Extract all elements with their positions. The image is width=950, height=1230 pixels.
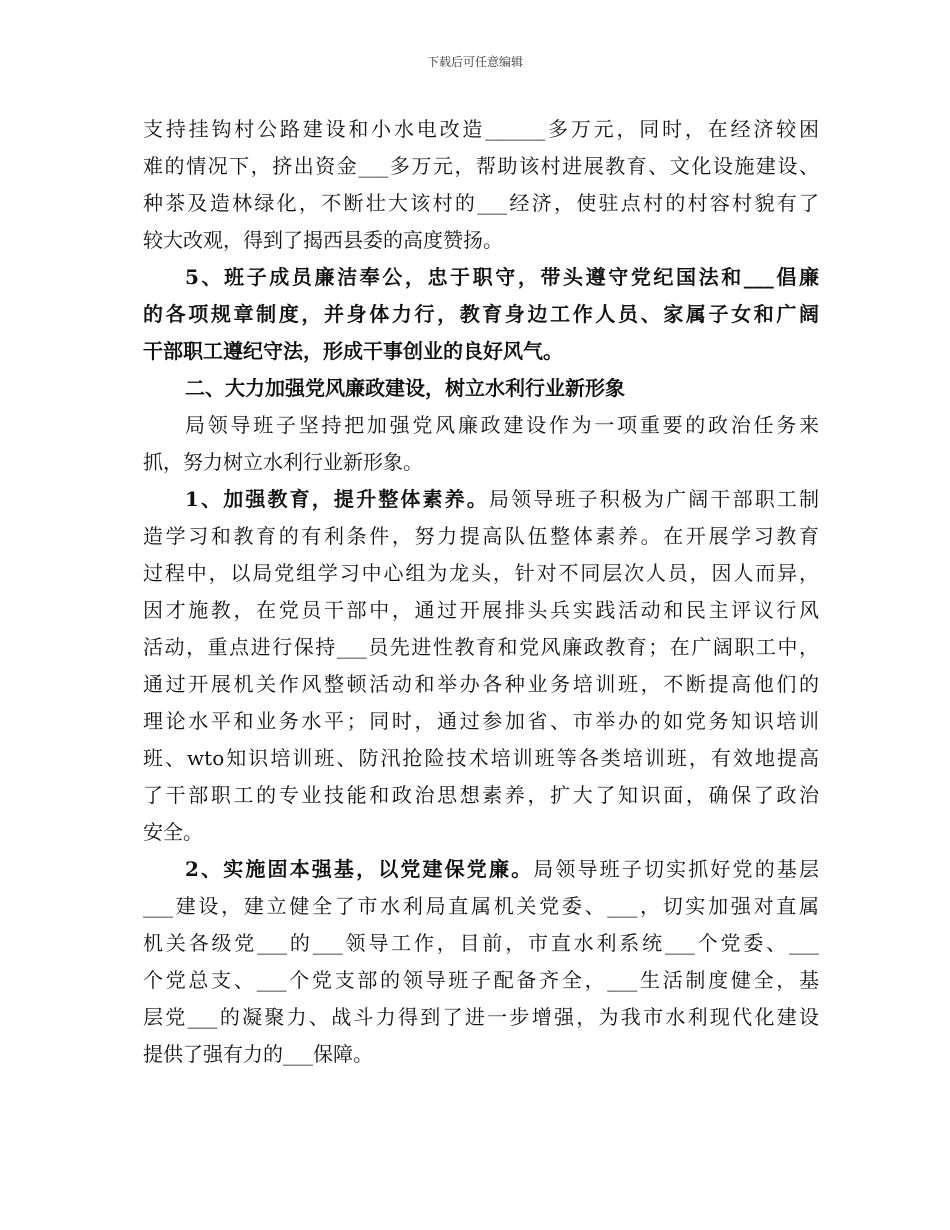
document-body — [143, 111, 819, 1073]
text-line: 活动，重点进行保持___员先进性教育和党风廉政教育；在广阔职工中， — [143, 635, 819, 659]
text-line: 较大改观，得到了揭西县委的高度赞扬。 — [143, 228, 503, 252]
bold-paragraph-line: 干部职工遵纪守法，形成干事创业的良好风气。 — [143, 339, 563, 363]
text-line: 造学习和教育的有利条件，努力提高队伍整体素养。在开展学习教育 — [143, 524, 819, 548]
text-line: 难的情况下，挤出资金___多万元，帮助该村进展教育、文化设施建设、 — [143, 154, 819, 178]
text-line: 通过开展机关作风整顿活动和举办各种业务培训班，不断提高他们的 — [143, 672, 819, 696]
text-line: 机关各级党___的___领导工作，目前，市直水利系统___个党委、___ — [143, 931, 819, 955]
text-line: 支持挂钩村公路建设和小水电改造______多万元，同时，在经济较困 — [143, 117, 819, 141]
text-line: 层党___的凝聚力、战斗力得到了进一步增强，为我市水利现代化建设 — [143, 1005, 819, 1029]
text-line: 班、wto知识培训班、防汛抢险技术培训班等各类培训班，有效地提高 — [143, 746, 819, 770]
text-line: 抓，努力树立水利行业新形象。 — [143, 450, 423, 474]
text-line: 提供了强有力的___保障。 — [143, 1042, 373, 1066]
text-run: 局领导班子切实抓好党的基层 — [533, 857, 819, 881]
text-line: 过程中，以局党组学习中心组为龙头，针对不同层次人员，因人而异， — [143, 561, 819, 585]
text-line — [143, 481, 819, 518]
bold-paragraph-line: 的各项规章制度，并身体力行，教育身边工作人员、家属子女和广阔 — [143, 302, 819, 326]
page-header: 下载后可任意编辑 — [426, 55, 523, 69]
text-line — [143, 851, 819, 888]
text-line: 了干部职工的专业技能和政治思想素养，扩大了知识面，确保了政治 — [143, 783, 819, 807]
text-line: 个党总支、___个党支部的领导班子配备齐全，___生活制度健全，基 — [143, 968, 819, 992]
text-line: ___建设，建立健全了市水利局直属机关党委、___，切实加强对直属 — [143, 894, 819, 918]
subheading-inline: 2、实施固本强基，以党建保党廉。 — [185, 857, 534, 881]
text-line: 理论水平和业务水平；同时，通过参加省、市举办的如党务知识培训 — [143, 709, 819, 733]
text-line: 种茶及造林绿化，不断壮大该村的___经济，使驻点村的村容村貌有了 — [143, 191, 819, 215]
bold-paragraph-line: 5、班子成员廉洁奉公，忠于职守，带头遵守党纪国法和___倡廉 — [185, 265, 819, 289]
text-line: 因才施教，在党员干部中，通过开展排头兵实践活动和民主评议行风 — [143, 598, 819, 622]
text-run: 局领导班子积极为广阔干部职工制 — [488, 487, 819, 511]
text-line: 局领导班子坚持把加强党风廉政建设作为一项重要的政治任务来 — [185, 413, 819, 437]
text-line: 安全。 — [143, 820, 203, 844]
section-heading: 二、大力加强党风廉政建设，树立水利行业新形象 — [185, 376, 625, 400]
subheading-inline: 1、加强教育，提升整体素养。 — [185, 487, 489, 511]
